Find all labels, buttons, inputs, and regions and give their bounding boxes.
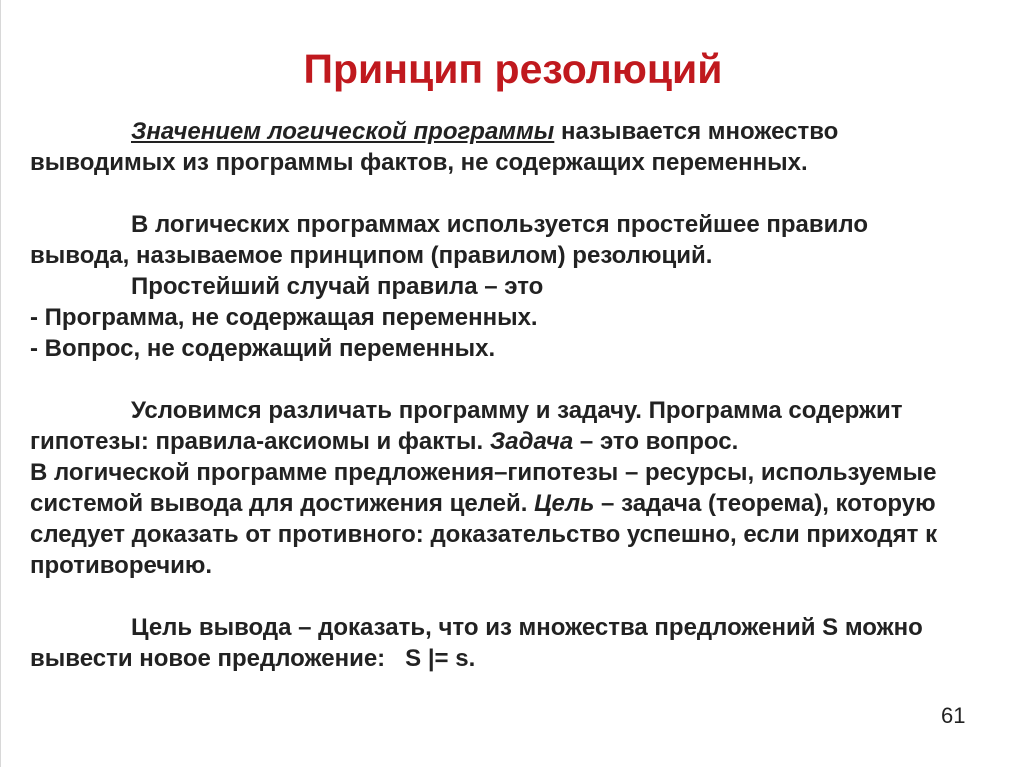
p4-line-1: Цель вывода – доказать, что из множества предложений S можно bbox=[131, 614, 923, 641]
p3-line-3: В логической программе предложения–гипотезы – ресурсы, используемые bbox=[30, 459, 937, 486]
p1-line-1-rest: называется множество bbox=[554, 118, 839, 145]
p3-line-1: Условимся различать программу и задачу. Программа содержит bbox=[131, 397, 903, 424]
p3-line-2-a: гипотезы: правила-аксиомы и факты. bbox=[30, 428, 490, 455]
term-goal: Цель bbox=[534, 490, 595, 517]
term-program-value: Значением логической программы bbox=[131, 118, 555, 145]
p2-bullet-program: - Программа, не содержащая переменных. bbox=[30, 304, 538, 331]
p3-line-4-a: системой вывода для достижения целей. bbox=[30, 490, 535, 517]
p1-line-1 bbox=[30, 116, 1010, 147]
p3-line-4-b: – задача (теорема), которую bbox=[594, 490, 936, 517]
term-task: Задача bbox=[489, 428, 574, 455]
page-number: 61 bbox=[941, 703, 966, 728]
p3-line-4 bbox=[30, 488, 1010, 519]
p3-line-6: противоречию. bbox=[30, 552, 213, 579]
p2-bullet-question: - Вопрос, не содержащий переменных. bbox=[30, 335, 496, 362]
paragraph-gap bbox=[30, 581, 1010, 612]
paragraph-gap bbox=[30, 364, 1010, 395]
slide-body bbox=[30, 116, 1010, 674]
p4-line-2: вывести новое предложение: S |= s. bbox=[30, 645, 476, 672]
p3-line-5: следует доказать от противного: доказательство успешно, если приходят к bbox=[30, 521, 938, 548]
slide-title: Принцип резолюций bbox=[303, 46, 723, 92]
paragraph-gap bbox=[30, 178, 1010, 209]
p2-line-2: вывода, называемое принципом (правилом) резолюций. bbox=[30, 242, 713, 269]
p3-line-2-b: – это вопрос. bbox=[573, 428, 739, 455]
p2-line-1: В логических программах используется простейшее правило bbox=[131, 211, 868, 238]
p3-line-2 bbox=[30, 426, 1010, 457]
p2-line-3: Простейший случай правила – это bbox=[131, 273, 544, 300]
p1-line-2: выводимых из программы фактов, не содержащих переменных. bbox=[30, 149, 808, 176]
